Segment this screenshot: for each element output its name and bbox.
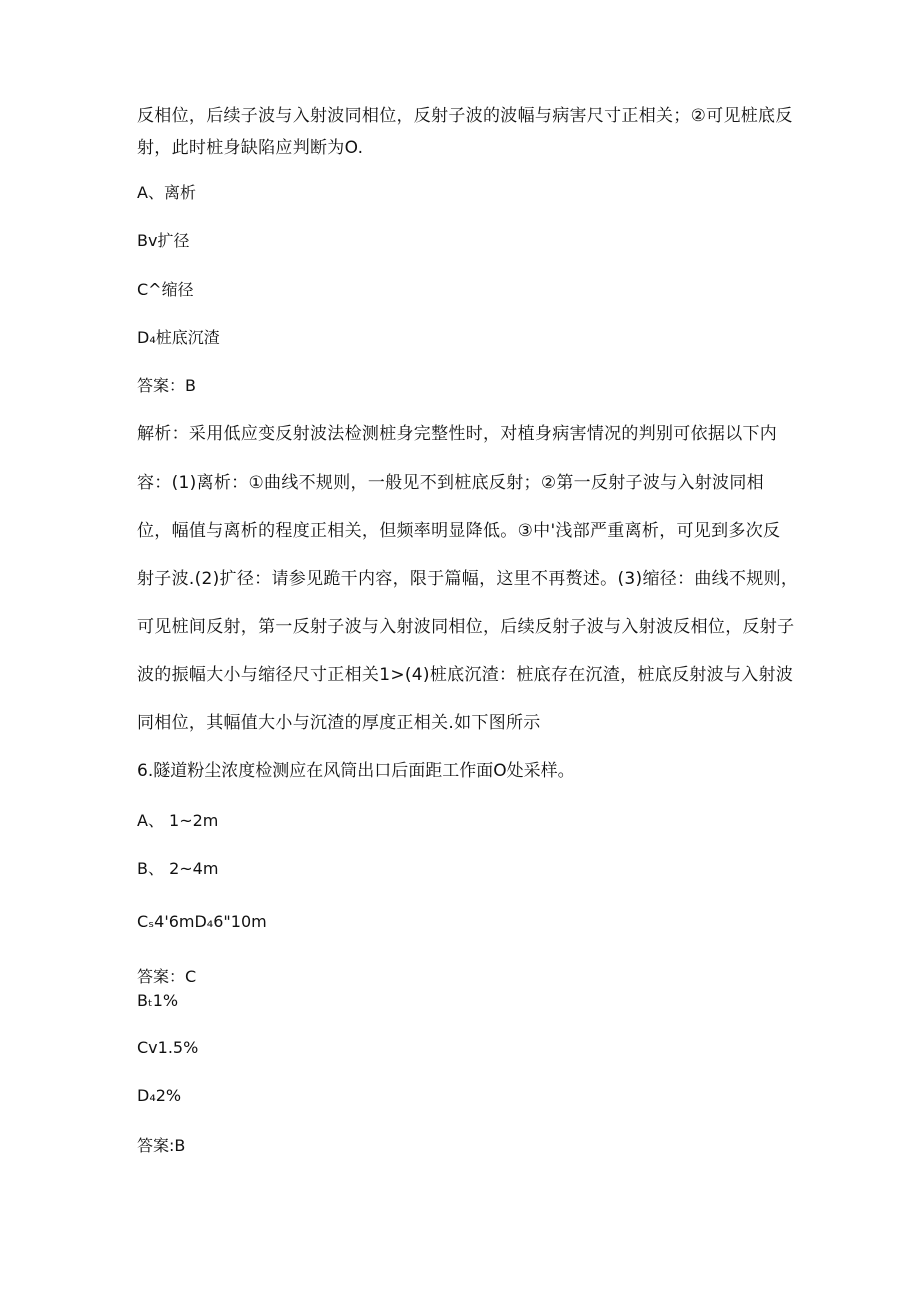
q5-analysis-line-1: 解析：采用低应变反射波法检测桩身完整性时，对植身病害情况的判别可依据以下内 [137, 424, 778, 444]
q6-option-b: B、 2~4m [137, 859, 219, 878]
q5-analysis-line-7: 同相位，其幅值大小与沉渣的厚度正相关.如下图所示 [137, 713, 541, 733]
q7-option-b: Bₜ1% [137, 991, 179, 1010]
q5-analysis-line-3: 位，幅值与离析的程度正相关，但频率明显降低。③中'浅部严重离析，可见到多次反 [137, 521, 781, 541]
q7-option-d: D₄2% [137, 1086, 182, 1105]
q5-option-a: A、离析 [137, 183, 196, 202]
q5-analysis-line-4: 射子波.(2)扩径：请参见跪干内容，限于篇幅，这里不再赘述。(3)缩径：曲线不规则， [137, 569, 799, 589]
q5-analysis-line-5: 可见桩间反射，第一反射子波与入射波同相位，后续反射子波与入射波反相位，反射子 [137, 617, 795, 637]
q5-stem-line-1: 反相位，后续子波与入射波同相位，反射子波的波幅与病害尺寸正相关；②可见桩底反 [137, 106, 793, 126]
q6-stem: 6.隧道粉尘浓度检测应在风筒出口后面距工作面O处采样。 [137, 761, 575, 781]
q7-answer: 答案:B [137, 1136, 186, 1155]
q5-stem-line-2: 射，此时桩身缺陷应判断为O. [137, 138, 364, 158]
q6-option-cd: Cₛ4'6mD₄6"10m [137, 912, 267, 931]
q5-answer: 答案：B [137, 376, 196, 395]
q5-option-c: C^缩径 [137, 280, 194, 299]
q6-option-a: A、 1~2m [137, 811, 219, 830]
q6-answer: 答案：C [137, 967, 197, 986]
q5-option-d: D₄桩底沉渣 [137, 328, 220, 347]
q5-option-b: Bv扩径 [137, 231, 190, 250]
q5-analysis-line-2: 容：(1)离析：①曲线不规则，一般见不到桩底反射；②第一反射子波与入射波同相 [137, 473, 764, 493]
q5-analysis-line-6: 波的振幅大小与缩径尺寸正相关1>(4)桩底沉渣：桩底存在沉渣，桩底反射波与入射波 [137, 665, 794, 685]
q7-option-c: Cv1.5% [137, 1038, 199, 1057]
